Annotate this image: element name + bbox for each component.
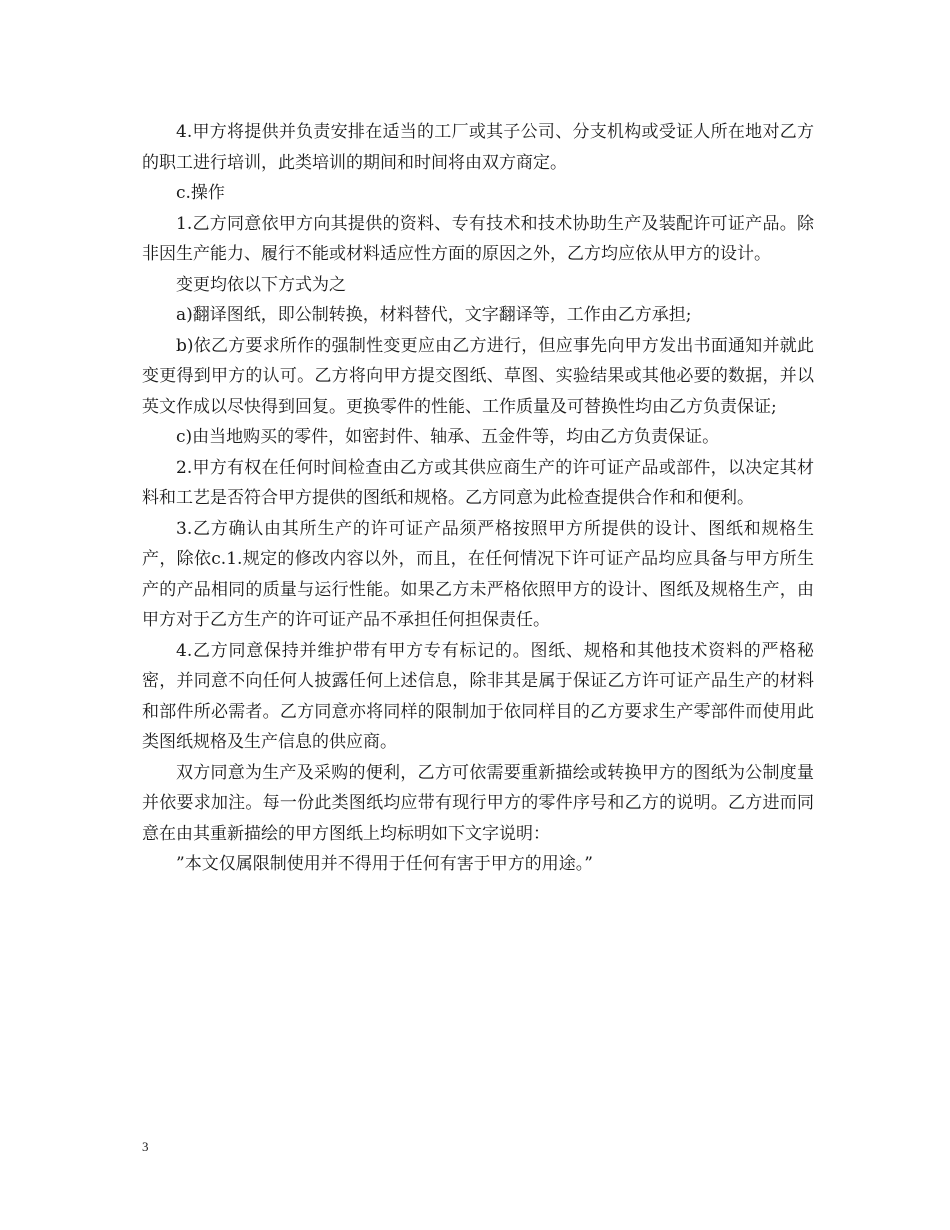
paragraph-quality-conformance: 3.乙方确认由其所生产的许可证产品须严格按照甲方所提供的设计、图纸和规格生产，除依c.1.规定的修改内容以外，而且，在任何情况下许可证产品均应具备与甲方所生产的产品相同的质量与运行性能。如果乙方未严格依照甲方的设计、图纸及规格生产，由甲方对于乙方生产的许可证产品不承担任何担保责任。 bbox=[142, 518, 814, 630]
paragraph-confidentiality: 4.乙方同意保持并维护带有甲方专有标记的。图纸、规格和其他技术资料的严格秘密，并同意不向任何人披露任何上述信息，除非其是属于保证乙方许可证产品生产的材料和部件所必需者。乙方同意亦将同样的限制加于依同样目的乙方要求生产零部件而使用此类图纸规格及生产信息的供应商。 bbox=[142, 640, 814, 752]
paragraph-production-assembly: 1.乙方同意依甲方向其提供的资料、专有技术和技术协助生产及装配许可证产品。除非因生产能力、履行不能或材料适应性方面的原因之外，乙方均应依从甲方的设计。 bbox=[142, 213, 814, 264]
paragraph-inspection-right: 2.甲方有权在任何时间检查由乙方或其供应商生产的许可证产品或部件，以决定其材料和工艺是否符合甲方提供的图纸和规格。乙方同意为此检查提供合作和和便利。 bbox=[142, 457, 814, 508]
paragraph-change-method: 变更均依以下方式为之 bbox=[176, 274, 346, 295]
list-item-c-local-parts: c)由当地购买的零件，如密封件、轴承、五金件等，均由乙方负责保证。 bbox=[176, 427, 720, 447]
paragraph-training: 4.甲方将提供并负责安排在适当的工厂或其子公司、分支机构或受证人所在地对乙方的职工进行培训，此类培训的期间和时间将由双方商定。 bbox=[142, 122, 814, 173]
section-heading-operation: c.操作 bbox=[176, 183, 225, 203]
document-body bbox=[142, 117, 814, 880]
paragraph-restriction-notice: ”本文仅属限制使用并不得用于任何有害于甲方的用途。” bbox=[176, 854, 593, 874]
list-item-b-mandatory-changes: b)依乙方要求所作的强制性变更应由乙方进行，但应事先向甲方发出书面通知并就此变更得到甲方的认可。乙方将向甲方提交图纸、草图、实验结果或其他必要的数据，并以英文作成以尽快得到回复。更换零件的性能、工作质量及可替换性均由乙方负责保证; bbox=[142, 335, 814, 417]
list-item-a-translation: a)翻译图纸，即公制转换，材料替代，文字翻译等，工作由乙方承担; bbox=[176, 305, 692, 325]
paragraph-drawing-redraw: 双方同意为生产及采购的便利，乙方可依需要重新描绘或转换甲方的图纸为公制度量并依要求加注。每一份此类图纸均应带有现行甲方的零件序号和乙方的说明。乙方进而同意在由其重新描绘的甲方图纸上均标明如下文字说明： bbox=[142, 762, 814, 844]
page-number: 3 bbox=[142, 1139, 149, 1154]
